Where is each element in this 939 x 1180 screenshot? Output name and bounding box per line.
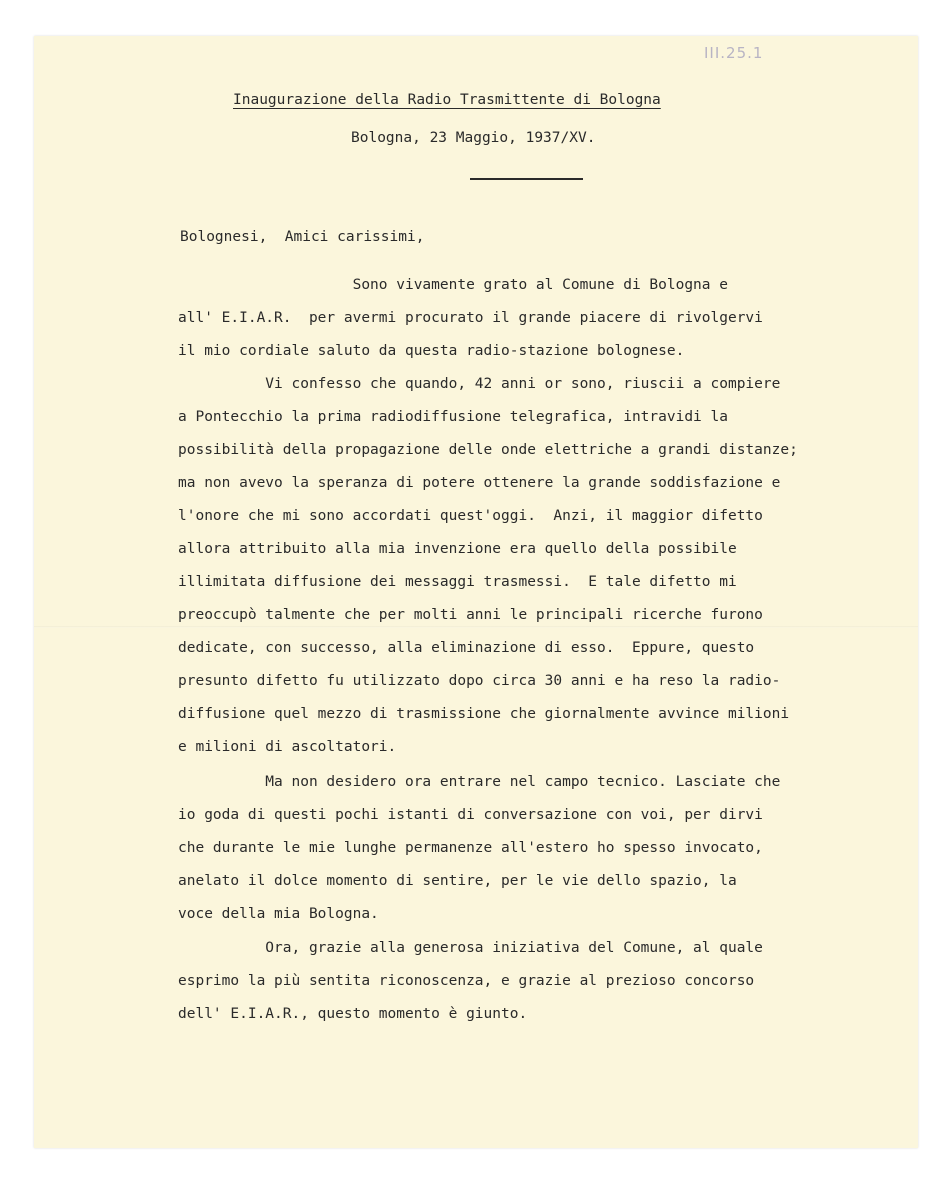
body-line: esprimo la più sentita riconoscenza, e grazie al prezioso concorso xyxy=(178,973,755,989)
body-line: Sono vivamente grato al Comune di Bologna e xyxy=(178,277,728,293)
body-line: ma non avevo la speranza di potere ottenere la grande soddisfazione e xyxy=(178,475,781,491)
dateline: Bologna, 23 Maggio, 1937/XV. xyxy=(351,130,596,146)
body-line: all' E.I.A.R. per avermi procurato il grande piacere di rivolgervi xyxy=(178,310,763,326)
body-line: Ora, grazie alla generosa iniziativa del Comune, al quale xyxy=(178,940,763,956)
body-line: che durante le mie lunghe permanenze all'estero ho spesso invocato, xyxy=(178,840,763,856)
body-line: illimitata diffusione dei messaggi trasmessi. E tale difetto mi xyxy=(178,574,737,590)
body-line: dell' E.I.A.R., questo momento è giunto. xyxy=(178,1006,528,1022)
body-line: preoccupò talmente che per molti anni le principali ricerche furono xyxy=(178,607,763,623)
body-line: io goda di questi pochi istanti di conversazione con voi, per dirvi xyxy=(178,807,763,823)
body-line: a Pontecchio la prima radiodiffusione telegrafica, intravidi la xyxy=(178,409,728,425)
salutation: Bolognesi, Amici carissimi, xyxy=(180,229,425,245)
body-line: Vi confesso che quando, 42 anni or sono, riuscii a compiere xyxy=(178,376,781,392)
body-line: l'onore che mi sono accordati quest'oggi. Anzi, il maggior difetto xyxy=(178,508,763,524)
separator-rule xyxy=(470,178,583,180)
archive-mark: III.25.1 xyxy=(704,44,764,62)
document-title: Inaugurazione della Radio Trasmittente di Bologna xyxy=(233,92,661,108)
body-line: e milioni di ascoltatori. xyxy=(178,739,397,755)
body-line: Ma non desidero ora entrare nel campo tecnico. Lasciate che xyxy=(178,774,781,790)
body-line: dedicate, con successo, alla eliminazione di esso. Eppure, questo xyxy=(178,640,755,656)
body-line: allora attribuito alla mia invenzione era quello della possibile xyxy=(178,541,737,557)
body-line: presunto difetto fu utilizzato dopo circa 30 anni e ha reso la radio- xyxy=(178,673,781,689)
body-line: diffusione quel mezzo di trasmissione che giornalmente avvince milioni xyxy=(178,706,790,722)
paper-fold xyxy=(34,626,918,628)
body-line: anelato il dolce momento di sentire, per le vie dello spazio, la xyxy=(178,873,737,889)
body-line: il mio cordiale saluto da questa radio-stazione bolognese. xyxy=(178,343,685,359)
body-line: voce della mia Bologna. xyxy=(178,906,379,922)
body-line: possibilità della propagazione delle onde elettriche a grandi distanze; xyxy=(178,442,798,458)
